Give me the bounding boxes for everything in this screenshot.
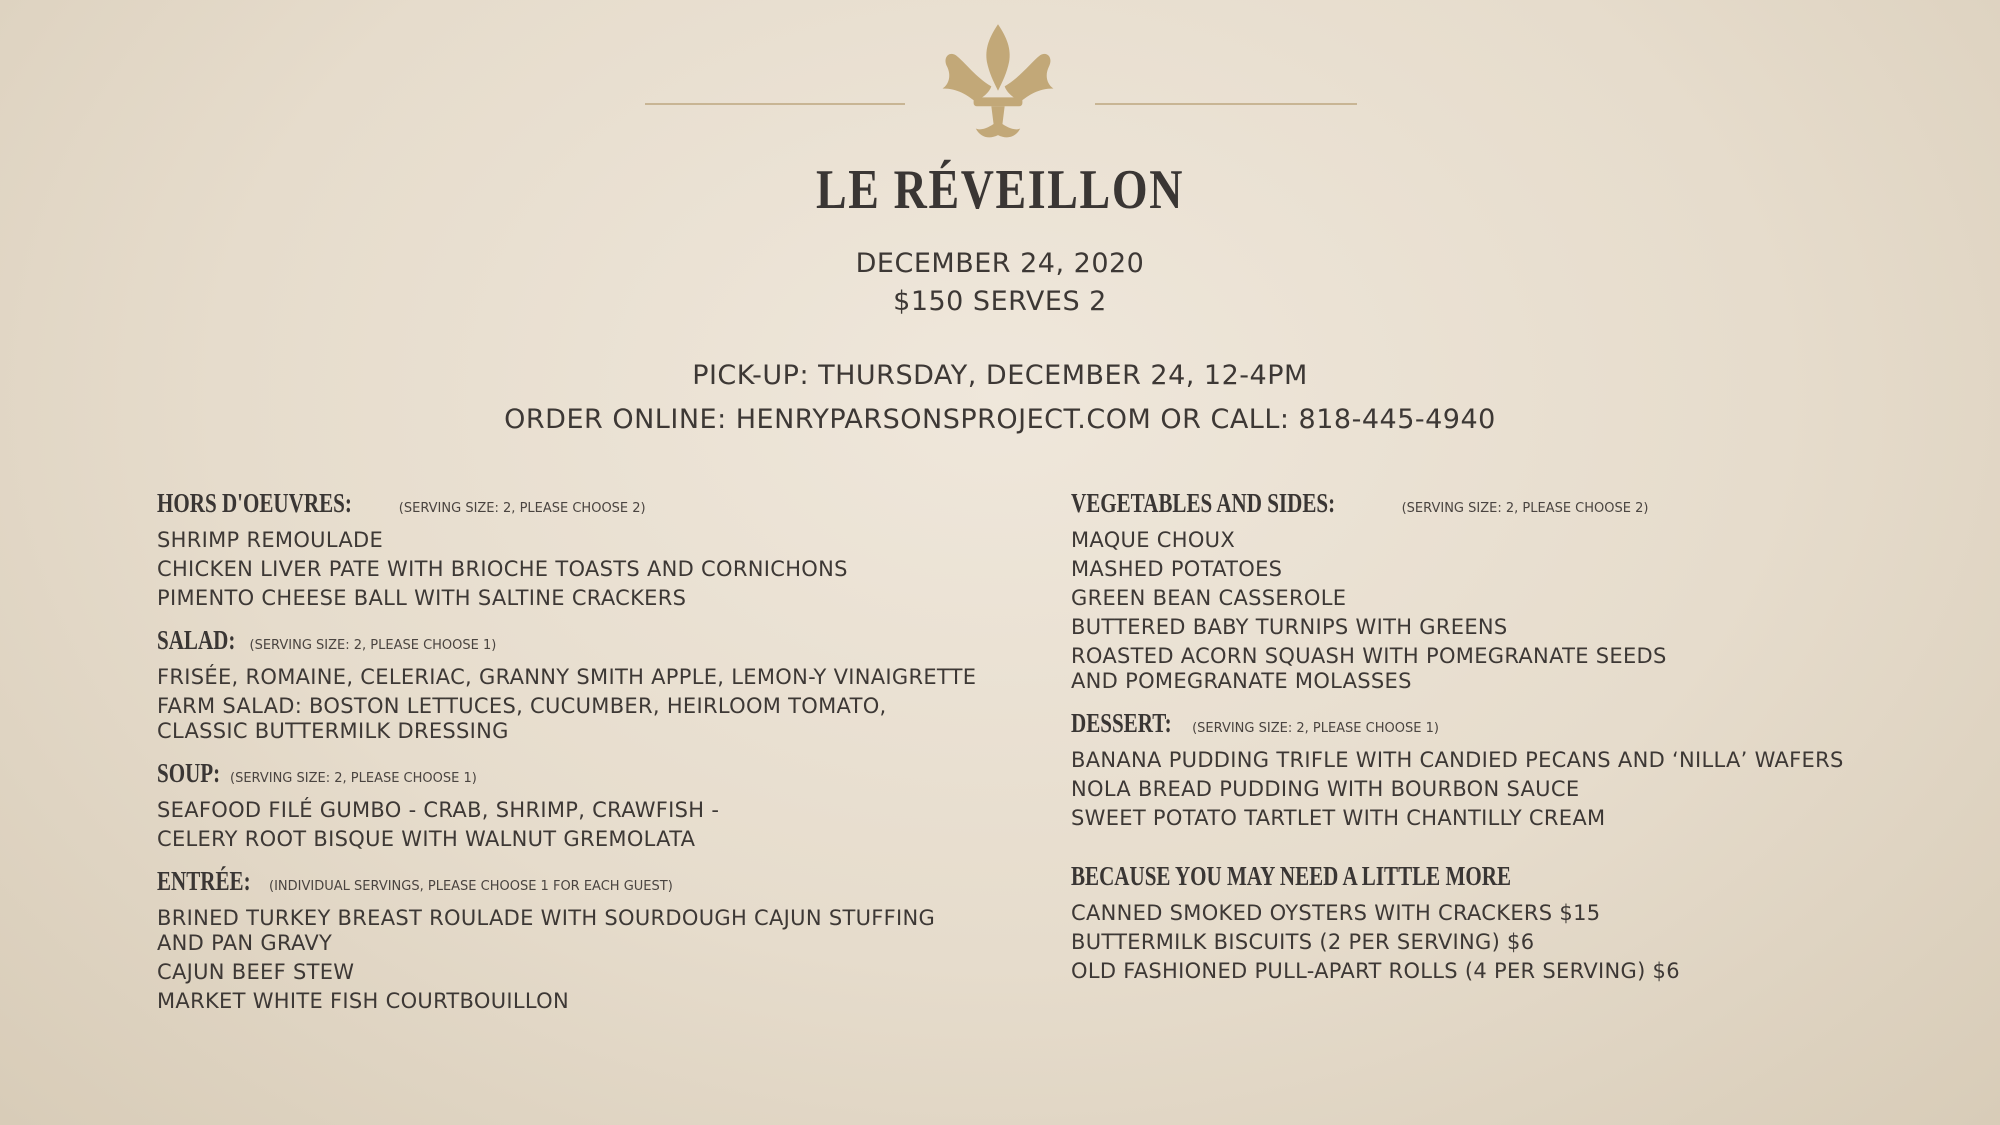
fleur-de-lis-icon bbox=[940, 22, 1056, 144]
left-column bbox=[157, 488, 1017, 1028]
section-title: SALAD: bbox=[157, 625, 236, 655]
entree-section bbox=[157, 866, 1017, 1014]
hors-doeuvres-section bbox=[157, 488, 1017, 611]
menu-item: PIMENTO CHEESE BALL WITH SALTINE CRACKERS bbox=[157, 586, 687, 610]
section-title: SOUP: bbox=[157, 758, 221, 788]
section-note: (SERVING SIZE: 2, PLEASE CHOOSE 1) bbox=[230, 771, 477, 786]
left-ornament-line bbox=[645, 103, 905, 105]
extras-section bbox=[1071, 861, 1951, 984]
menu-item: SEAFOOD FILÉ GUMBO - CRAB, SHRIMP, CRAWFISH - bbox=[157, 798, 720, 822]
menu-item: MARKET WHITE FISH COURTBOUILLON bbox=[157, 989, 569, 1013]
section-note: (SERVING SIZE: 2, PLEASE CHOOSE 2) bbox=[1401, 501, 1649, 516]
dessert-section bbox=[1071, 708, 1951, 831]
right-column bbox=[1071, 488, 1951, 998]
order-info: ORDER ONLINE: HENRYPARSONSPROJECT.COM OR CALL: 818-445-4940 bbox=[504, 404, 1496, 435]
price-info: $150 SERVES 2 bbox=[893, 286, 1107, 317]
section-note: (SERVING SIZE: 2, PLEASE CHOOSE 2) bbox=[398, 501, 646, 516]
soup-section bbox=[157, 758, 1017, 852]
menu-item: BUTTERED BABY TURNIPS WITH GREENS bbox=[1071, 615, 1508, 639]
right-ornament-line bbox=[1095, 103, 1357, 105]
menu-item: MASHED POTATOES bbox=[1071, 557, 1283, 581]
menu-item: FRISÉE, ROMAINE, CELERIAC, GRANNY SMITH APPLE, LEMON-Y VINAIGRETTE bbox=[157, 665, 977, 689]
section-title: BECAUSE YOU MAY NEED A LITTLE MORE bbox=[1071, 861, 1512, 891]
event-date: DECEMBER 24, 2020 bbox=[855, 248, 1145, 279]
menu-item: OLD FASHIONED PULL-APART ROLLS (4 PER SERVING) $6 bbox=[1071, 959, 1680, 983]
menu-item: MAQUE CHOUX bbox=[1071, 528, 1235, 552]
section-title: ENTRÉE: bbox=[157, 866, 251, 896]
page-title: LE RÉVEILLON bbox=[815, 159, 1185, 221]
vegetables-sides-section bbox=[1071, 488, 1951, 694]
section-title: VEGETABLES AND SIDES: bbox=[1071, 488, 1336, 518]
menu-item: BANANA PUDDING TRIFLE WITH CANDIED PECANS AND ‘NILLA’ WAFERS bbox=[1071, 748, 1844, 772]
menu-item: SWEET POTATO TARTLET WITH CHANTILLY CREAM bbox=[1071, 806, 1606, 830]
menu-item: CAJUN BEEF STEW bbox=[157, 960, 355, 984]
menu-item: BRINED TURKEY BREAST ROULADE WITH SOURDOUGH CAJUN STUFFING AND PAN GRAVY bbox=[157, 906, 936, 955]
menu-item: FARM SALAD: BOSTON LETTUCES, CUCUMBER, HEIRLOOM TOMATO, CLASSIC BUTTERMILK DRESSING bbox=[157, 694, 887, 743]
menu-item: NOLA BREAD PUDDING WITH BOURBON SAUCE bbox=[1071, 777, 1580, 801]
menu-item: SHRIMP REMOULADE bbox=[157, 528, 384, 552]
section-title: DESSERT: bbox=[1071, 708, 1172, 738]
salad-section bbox=[157, 625, 1017, 744]
pickup-info: PICK-UP: THURSDAY, DECEMBER 24, 12-4PM bbox=[692, 360, 1308, 391]
menu-item: BUTTERMILK BISCUITS (2 PER SERVING) $6 bbox=[1071, 930, 1535, 954]
section-title: HORS D'OEUVRES: bbox=[157, 488, 352, 518]
menu-item: CELERY ROOT BISQUE WITH WALNUT GREMOLATA bbox=[157, 827, 696, 851]
section-note: (SERVING SIZE: 2, PLEASE CHOOSE 1) bbox=[249, 638, 497, 653]
menu-item: ROASTED ACORN SQUASH WITH POMEGRANATE SEEDS AND POMEGRANATE MOLASSES bbox=[1071, 644, 1667, 693]
menu-item: CHICKEN LIVER PATE WITH BRIOCHE TOASTS AND CORNICHONS bbox=[157, 557, 848, 581]
menu-item: GREEN BEAN CASSEROLE bbox=[1071, 586, 1347, 610]
section-note: (SERVING SIZE: 2, PLEASE CHOOSE 1) bbox=[1192, 721, 1439, 736]
menu-item: CANNED SMOKED OYSTERS WITH CRACKERS $15 bbox=[1071, 901, 1601, 925]
section-note: (INDIVIDUAL SERVINGS, PLEASE CHOOSE 1 FOR EACH GUEST) bbox=[269, 879, 673, 894]
